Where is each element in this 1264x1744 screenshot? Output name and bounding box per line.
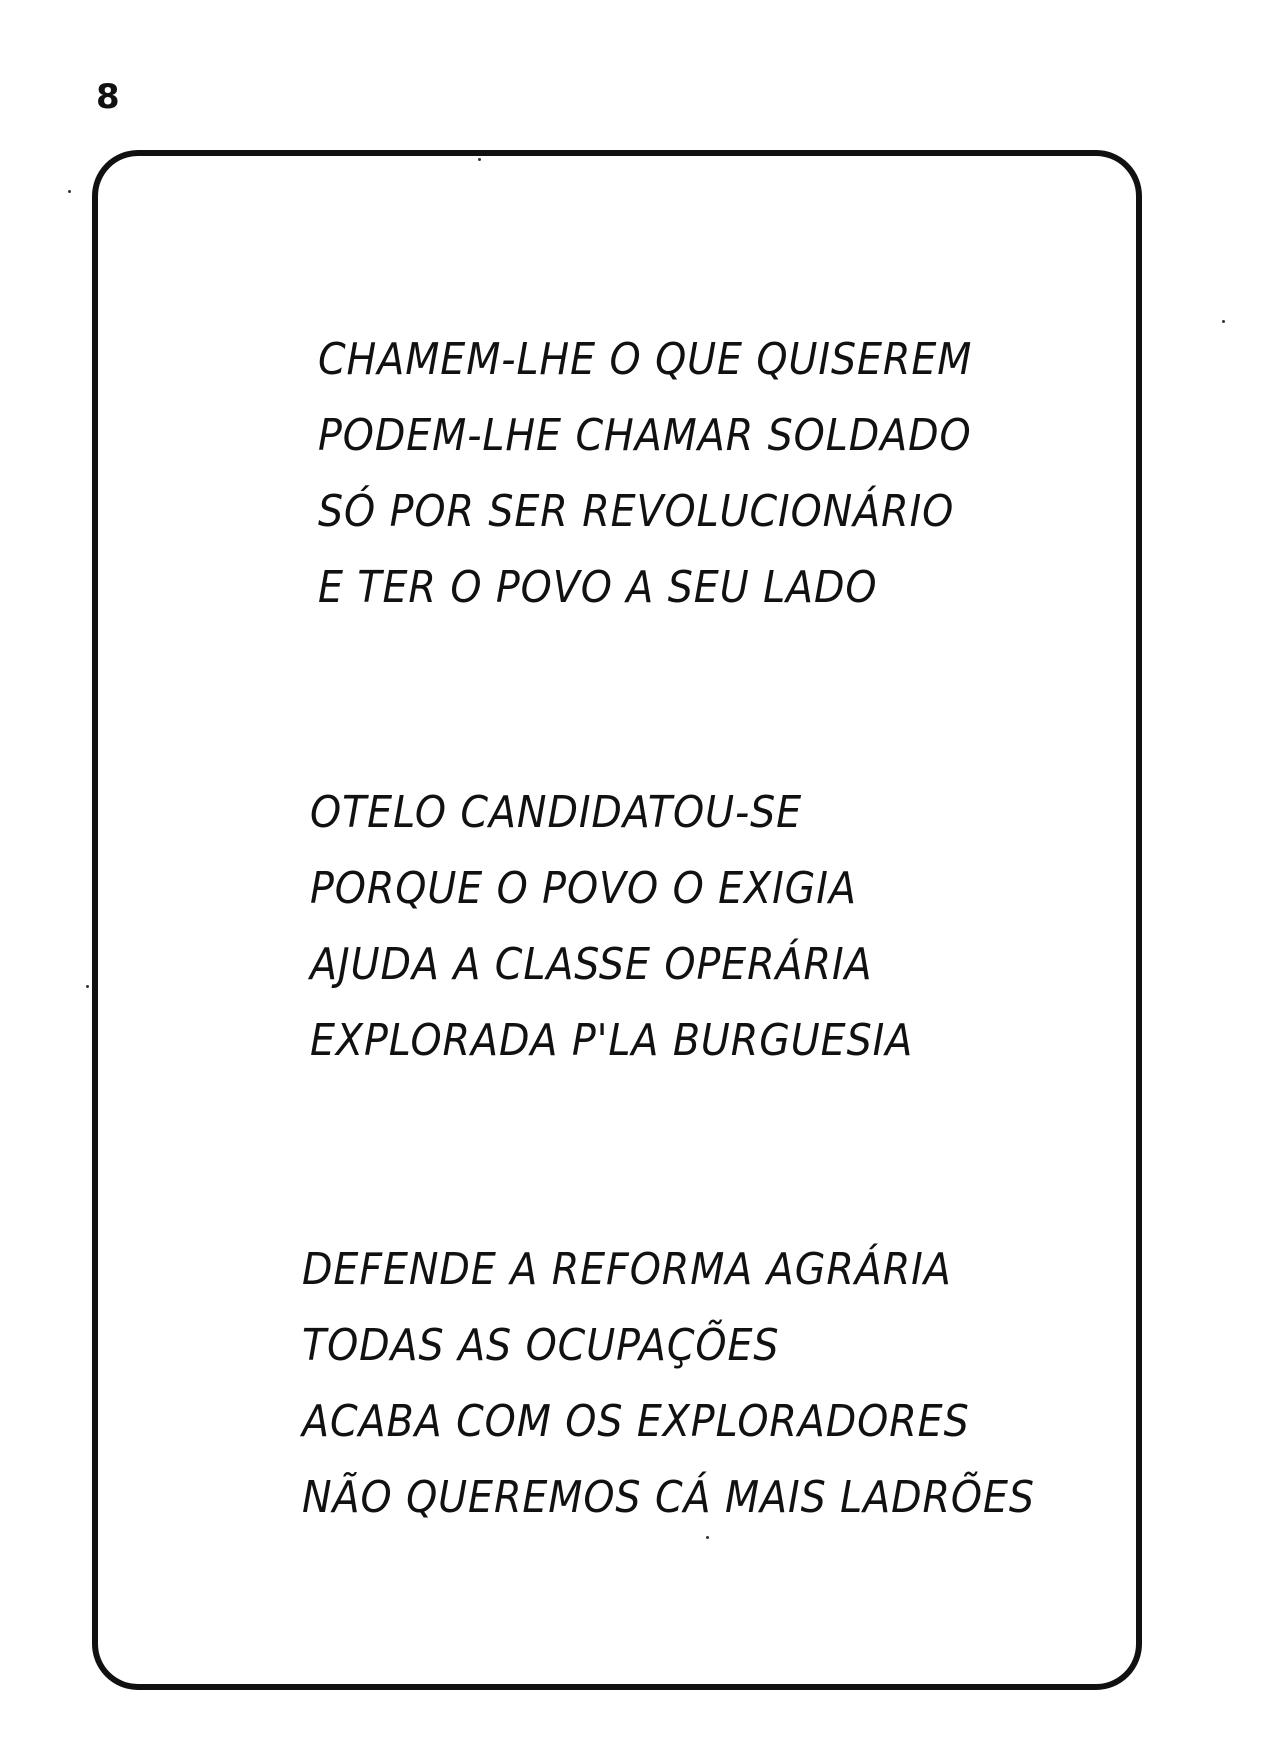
scan-speck	[68, 190, 71, 193]
scan-speck	[478, 158, 481, 161]
verse-line: PODEM-LHE CHAMAR SOLDADO	[318, 410, 972, 461]
verse-line: E TER O POVO A SEU LADO	[318, 562, 878, 613]
verse-line: SÓ POR SER REVOLUCIONÁRIO	[318, 486, 955, 537]
stanza-3	[302, 1232, 1116, 1536]
verse-line: NÃO QUEREMOS CÁ MAIS LADRÕES	[302, 1472, 1035, 1523]
stanza-2	[310, 775, 980, 1079]
verse-line: AJUDA A CLASSE OPERÁRIA	[310, 939, 873, 990]
scan-speck	[706, 1536, 709, 1539]
verse-line: PORQUE O POVO O EXIGIA	[310, 863, 857, 914]
scan-speck	[1222, 320, 1225, 323]
verse-line: EXPLORADA P'LA BURGUESIA	[310, 1015, 914, 1066]
scan-speck	[86, 985, 89, 988]
verse-line: OTELO CANDIDATOU-SE	[310, 787, 803, 838]
stanza-1	[318, 322, 1045, 626]
verse-line: TODAS AS OCUPAÇÕES	[302, 1320, 780, 1371]
verse-line: ACABA COM OS EXPLORADORES	[302, 1396, 970, 1447]
verse-line: CHAMEM-LHE O QUE QUISEREM	[318, 334, 973, 385]
page-number: 8	[96, 77, 120, 117]
verse-line: DEFENDE A REFORMA AGRÁRIA	[302, 1244, 952, 1295]
